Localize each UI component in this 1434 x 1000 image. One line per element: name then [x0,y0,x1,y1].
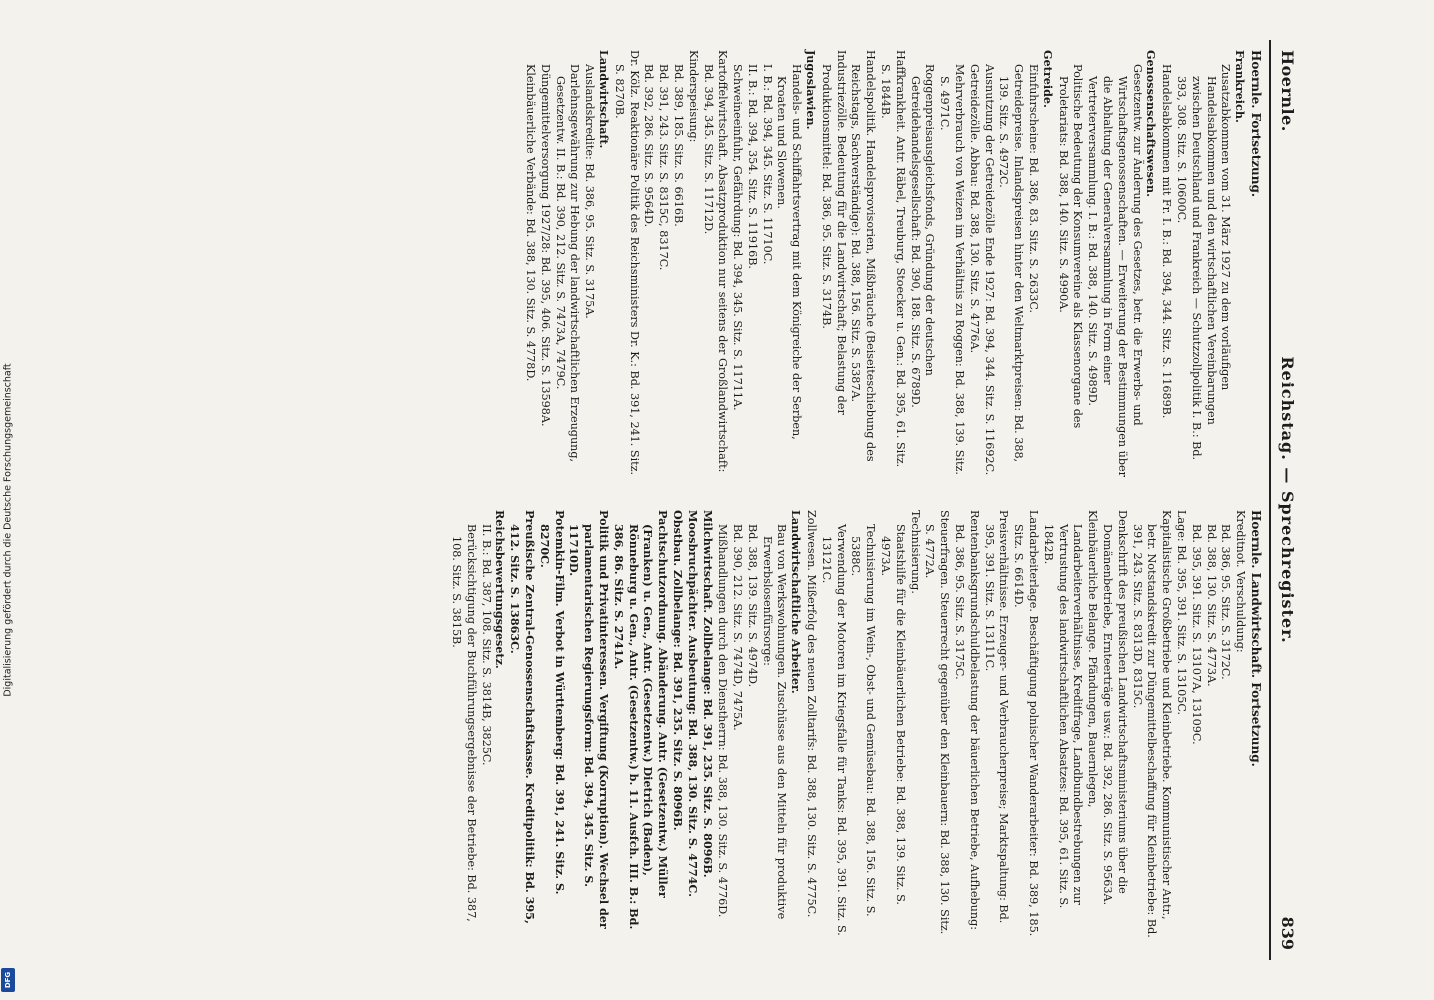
register-entry: Genossenschaftswesen. [1144,50,1159,198]
register-entry: Bd. 386, 95. Sitz. S. 3172C. [1219,524,1233,680]
register-entry: Bd. 390, 212. Sitz. S. 7474D, 7475A. [731,524,745,731]
left-column [523,50,1263,480]
register-entry: Bau von Werkswohnungen. Zuschüsse aus den Mitteln für produktive Erwerbslosenfürsorge: [760,524,789,920]
dfg-logo [1,968,15,992]
register-entry: Getreide. [1040,50,1055,108]
register-entry: Zollwesen. Mißerfolg des neuen Zolltarifs: Bd. 388, 130. Sitz. S. 4775C. [805,510,819,918]
header-name: Hoernle. [1278,50,1297,132]
register-entry: Auslandskredite: Bd. 386, 95. Sitz. S. 3175A. [583,64,597,319]
right-column-heading: Hoernle. Landwirtschaft. Fortsetzung. [1249,510,1263,767]
register-entry: Kleinbäuerliche Belange. Pfändungen, Bauernlegen, Landarbeiterverhältnisse, Kreditfrage, Landbundbestrebungen zur Vertrustung des landwirtschaftlichen Absatzes: Bd. 395, 61. Sitz. S. 1842B. [1041,510,1100,909]
register-entry: Landarbeiterlage. Beschäftigung polnischer Wanderarbeiter: Bd. 389, 185. Sitz. S. 6614D. [1012,510,1041,937]
register-entry: Pachtschutzordnung. Abänderung. Antr. (Gesetzentw.) Müller (Franken) u. Gen., Antr. (Gesetzentw.) Dietrich (Baden), Rönneburg u. Gen., Antr. (Gesetzentw.) b. 11. Ausfch. III. B.: Bd. 386, 86. Sitz. S. 2741A. [611,510,671,930]
register-entry: Staatshilfe für die Kleinbäuerlichen Betriebe: Bd. 388, 139. Sitz. S. 4973A. [879,524,907,905]
register-entry: Kreditnot. Verschuldung: [1234,510,1248,653]
register-entry: Reichsbewertungsgesetz. [493,510,508,669]
register-entry: Preußische Zentral-Genossenschaftskasse. Kreditpolitik: Bd. 395, 412. Sitz. S. 13863C. [508,510,537,924]
register-entry: Bd. 395, 391. Sitz. S. 13107A, 13109C. [1189,524,1203,745]
register-entry: Bd. 391, 243. Sitz. S. 8315C, 8317C. [657,64,671,271]
digitization-credit [1,70,15,990]
register-entry: Jugoslawien. [804,50,819,130]
register-entry: II. B.: Bd. 387, 108. Sitz. S. 3814B, 3825C. [479,524,493,766]
register-entry: Lage: Bd. 395, 391. Sitz. S. 13105C. [1175,510,1189,716]
register-entry: Politik und Privatinteressen. Vergiftung (Korruption). Wechsel der parlamentarischen Regierungsform: Bd. 394, 345. Sitz. S. 11710D. [567,510,611,929]
register-entry: Milchwirtschaft. Zollbelange: Bd. 391, 235. Sitz. S. 8096B. [700,510,715,878]
header-title: Reichstag. — Sprechregister. [1278,356,1297,644]
register-entry: Einfuhrscheine: Bd. 386, 83. Sitz. S. 2633C. [1027,64,1041,314]
register-entry: Roggenpreisausgleichsfonds, Gründung der deutschen Getreidehandelsgesellschaft: Bd. 390, 188. Sitz. S. 6789D. [908,64,937,408]
register-entry: Getreidepreise. Inlandspreisen hinter den Weltmarktpreisen: Bd. 388, 139. Sitz. S. 4972C. [997,64,1026,463]
register-entry: Darlehnsgewährung zur Hebung der landwirtschaftlichen Erzeugung, Gesetzentw. II. B.: Bd. 390, 212. Sitz. S. 7473A, 7479C. [553,64,582,463]
register-entry: Schweineeinfuhr, Gefährdung: Bd. 394, 345. Sitz. S. 11711A. [731,64,745,411]
right-column [449,510,1263,940]
register-entry: Landwirtschaft. [596,50,611,149]
register-entry: Bd. 388, 139. Sitz. S. 4974D. [745,524,759,688]
register-entry: Haffkrankheit. Antr. Räbel, Treuburg, Stoecker u. Gen.: Bd. 395, 61. Sitz. S. 1844B. [879,50,907,468]
register-entry: Technisierung im Wein-, Obst- und Gemüsebau: Bd. 388, 156. Sitz. S. 5388C. [849,524,878,917]
register-entry: Denkschrift des preußischen Landwirtschaftsministeriums über die Domänenbetriebe, Ernteerträge usw.: Bd. 392, 286. Sitz. S. 9563A. [1101,510,1129,906]
right-entry-list [448,510,1247,940]
register-entry: Potemkin-Film. Verbot in Württemberg: Bd. 391, 241. Sitz. S. 8270C. [537,510,567,895]
register-entry: Mehrverbrauch von Weizen im Verhältnis zu Roggen: Bd. 388, 139. Sitz. S. 4971C. [938,64,967,475]
register-entry: Gesetzentw. zur Änderung des Gesetzes, betr. die Erwerbs- und Wirtschaftsgenossenschaften. — Erweiterung der Bestimmungen über die Abhaltung der Generalversammlung in Form einer Vertreterversammlung. I. B.: Bd. 388, 140. Sitz. S. 4989D. [1086,64,1144,477]
register-entry: Politische Bedeutung der Konsumvereine als Klassenorgane des Proletariats: Bd. 388, 140. Sitz. S. 4990A. [1056,64,1085,429]
register-entry: Bd. 392, 286. Sitz. S. 9564D. [642,64,656,228]
register-entry: Kleinbäuerliche Verbände: Bd. 388, 130. Sitz. S. 4778D. [523,64,537,382]
register-entry: Mißhandlungen durch den Dienstherrn: Bd. 388, 130. Sitz. S. 4776D. [716,524,730,918]
register-entry: Düngemittelversorgung 1927/28: Bd. 395, 406. Sitz. S. 13598A. [538,64,552,427]
dfg-logo-text: DFG [4,971,12,989]
register-entry: II. B.: Bd. 394, 354. Sitz. S. 11916B. [745,64,759,269]
register-entry: Ausnutzung der Getreidezölle Ende 1927: Bd. 394, 344. Sitz. S. 11692C. [982,64,996,476]
register-entry: Handelsabkommen mit Fr. I. B.: Bd. 394, 344. Sitz. S. 11689B. [1160,64,1174,419]
register-entry: Berücksichtigung der Buchführungsergebnisse der Betriebe: Bd. 387, 108. Sitz. S. 3815B. [449,524,478,922]
register-entry: Bd. 389, 185. Sitz. S. 6616B. [671,64,685,227]
register-page [67,20,1367,980]
register-entry: Steuerfragen. Steuerrecht gegenüber den Kleinbauern: Bd. 388, 130. Sitz. S. 4772A. [923,510,952,935]
register-entry: I. B.: Bd. 394, 345. Sitz. S. 11710C. [760,64,774,265]
left-column-heading: Hoernle. Fortsetzung. [1249,50,1263,198]
left-entry-list [522,50,1247,480]
register-entry: Industriezölle. Bedeutung für die Landwirtschaft; Belastung der Produktionsmittel: Bd. 386, 95. Sitz. S. 3174B. [819,50,848,415]
register-entry: Preisverhältnisse. Erzeuger- und Verbraucherpreise; Marktspaltung: Bd. 395, 391. Sitz. S. 13111C. [982,510,1011,924]
page-number: 839 [1278,916,1297,950]
register-entry: Kartoffelwirtschaft. Absatzproduktion nur seitens der Großlandwirtschaft: Bd. 394, 345. Sitz. S. 11712D. [701,50,730,473]
register-entry: Frankreich. [1233,50,1248,123]
register-entry: Zusatzabkommen vom 31. März 1927 zu dem vorläufigen Handelsabkommen und den wirtschaftlichen Vereinbarungen zwischen Deutschland und Frankreich — Schutzzollpolitik I. B.: Bd. 393, 308. Sitz. S. 10600C. [1175,64,1233,461]
register-entry: Landwirtschaftliche Arbeiter. [789,510,804,694]
register-entry: Verwendung der Motoren im Kriegsfalle für Tanks: Bd. 395, 391. Sitz. S. 13121C. [819,524,848,936]
register-entry: Kapitalistische Großbetriebe und Kleinbetriebe. Kommunistischer Antr., betr. Notstandskredit zur Düngemittelbeschaffung für Kleinbetriebe: Bd. 391, 243. Sitz. S. 8313D, 8315C. [1130,510,1174,938]
register-entry: Handelspolitik. Handelsprovisorien, Mißbräuche (Beiseiteschiebung des Reichstags, Sachverständige): Bd. 388, 156. Sitz. S. 5387A. [849,50,878,462]
register-entry: Handels- und Schiffahrtsvertrag mit dem Königreiche der Serben, Kroaten und Slowenen. [775,64,804,440]
register-entry: Bd. 388, 130. Sitz. S. 4773A. [1204,524,1218,687]
register-entry: Getreidezölle. Abbau: Bd. 388, 130. Sitz. S. 4776A. [967,64,981,354]
digitization-credit-text: Digitalisierung gefördert durch die Deutsche Forschungsgemeinschaft [2,363,14,697]
register-entry: Dr. Kölz. Reaktionäre Politik des Reichsministers Dr. K.: Bd. 391, 241. Sitz. S. 8270B. [612,50,641,476]
header-rule [1269,40,1271,960]
register-entry: Moosbruchpächter. Ausbeutung: Bd. 388, 130. Sitz. S. 4774C. [685,510,700,898]
register-entry: Technisierung. [908,510,922,594]
register-entry: Obstbau. Zollbelange: Bd. 391, 235. Sitz. S. 8096B. [670,510,685,831]
register-entry: Kinderspeisung: [686,50,700,143]
register-entry: Rentenbanksgrundschuldbelastung der bäuerlichen Betriebe, Aufhebung: Bd. 386, 95. Sitz. S. 3175C. [953,510,981,930]
